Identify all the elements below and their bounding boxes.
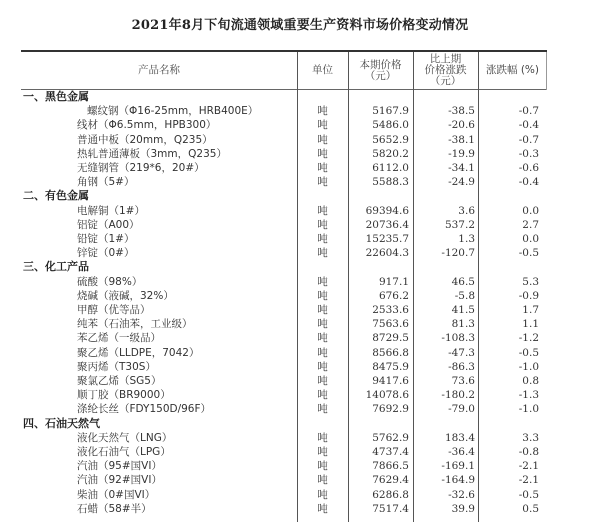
table-row (21, 388, 547, 402)
unit: 吨 (317, 403, 328, 416)
category-label: 一、黑色金属 (23, 90, 89, 103)
product-name: 聚氯乙烯（SG5） (77, 375, 162, 387)
unit: 吨 (317, 502, 328, 515)
price-change: -19.9 (448, 147, 475, 160)
current-price: 7563.6 (372, 318, 409, 331)
category-row (21, 417, 547, 431)
table-row (21, 445, 547, 459)
table-row (21, 118, 547, 132)
price-change: 41.5 (451, 304, 475, 316)
category-label: 四、石油天然气 (23, 416, 100, 430)
product-name: 涤纶长丝（FDY150D/96F） (77, 403, 212, 416)
unit: 吨 (317, 133, 328, 146)
change-pct: 1.7 (522, 304, 539, 316)
change-pct: 0.5 (522, 502, 539, 515)
price-change: -108.3 (441, 332, 475, 345)
header-product-name: 产品名称 (138, 64, 180, 76)
unit: 吨 (317, 176, 328, 189)
unit: 吨 (317, 204, 328, 217)
price-change: -38.5 (448, 105, 475, 118)
change-pct: 0.8 (522, 375, 539, 387)
price-change: 81.3 (451, 318, 475, 331)
change-pct: -2.1 (518, 460, 539, 473)
table-row (21, 459, 547, 473)
current-price: 8475.9 (372, 360, 409, 373)
table-row (21, 147, 547, 161)
change-pct: 5.3 (522, 275, 539, 288)
table-row (21, 374, 547, 388)
table-row (21, 488, 547, 502)
price-change: -164.9 (441, 474, 475, 487)
header-price-change (413, 52, 478, 89)
current-price: 7629.4 (372, 474, 409, 487)
table-row (21, 317, 547, 331)
price-change: -5.8 (454, 289, 475, 302)
price-change: -169.1 (441, 460, 475, 473)
price-change: -32.6 (448, 488, 475, 501)
unit: 吨 (317, 218, 328, 231)
product-name: 电解铜（1#） (77, 204, 145, 217)
header-price-change-line2: 价格涨跌 (424, 64, 467, 76)
table-row (21, 303, 547, 317)
header-current-price (348, 52, 413, 89)
current-price: 5820.2 (372, 147, 409, 160)
table-row (21, 161, 547, 175)
unit: 吨 (317, 233, 328, 245)
current-price: 676.2 (378, 289, 409, 302)
current-price: 7692.9 (372, 403, 409, 416)
price-change: -120.7 (441, 247, 475, 260)
table-row (21, 246, 547, 260)
table-row (21, 289, 547, 303)
header-current-price-line2: （元） (364, 69, 397, 82)
current-price: 15235.7 (365, 233, 409, 245)
change-pct: -0.7 (518, 105, 539, 118)
table-row (21, 502, 547, 516)
category-row (21, 90, 547, 104)
header-right-edge (546, 52, 547, 90)
unit: 吨 (317, 275, 328, 288)
unit: 吨 (317, 474, 328, 487)
product-name: 汽油（92#国VI） (77, 474, 162, 487)
category-label: 二、有色金属 (23, 189, 89, 203)
unit: 吨 (317, 460, 328, 473)
table-row (21, 204, 547, 218)
price-change: -86.3 (448, 360, 475, 373)
unit: 吨 (317, 488, 328, 501)
product-name: 线材（Φ6.5mm，HPB300） (77, 119, 217, 132)
table-row (21, 232, 547, 246)
current-price: 9417.6 (372, 375, 409, 387)
change-pct: -1.2 (518, 332, 539, 345)
table-row (21, 402, 547, 416)
unit: 吨 (317, 346, 328, 359)
price-change: -180.2 (441, 389, 475, 402)
change-pct: -0.9 (518, 289, 539, 302)
price-change: 39.9 (451, 502, 475, 515)
product-name: 聚丙烯（T30S） (77, 360, 156, 373)
product-name: 纯苯（石油苯，工业级） (77, 318, 193, 331)
current-price: 69394.6 (365, 204, 409, 217)
change-pct: -0.7 (518, 133, 539, 146)
current-price: 8729.5 (372, 332, 409, 345)
unit: 吨 (317, 318, 328, 331)
page-title: 2021年8月下旬流通领域重要生产资料市场价格变动情况 (131, 18, 469, 33)
unit: 吨 (317, 304, 328, 316)
category-row (21, 189, 547, 203)
current-price: 6286.8 (372, 488, 409, 501)
change-pct: -0.5 (518, 488, 539, 501)
current-price: 8566.8 (372, 346, 409, 359)
price-change: -47.3 (448, 346, 475, 359)
change-pct: -0.8 (518, 446, 539, 458)
product-name: 液化天然气（LNG） (77, 431, 173, 444)
product-name: 角钢（5#） (77, 176, 135, 189)
product-name: 柴油（0#国VI） (77, 488, 156, 501)
unit: 吨 (317, 360, 328, 373)
product-name: 热轧普通薄板（3mm，Q235） (77, 147, 227, 160)
price-change: -36.4 (448, 446, 475, 458)
current-price: 2533.6 (372, 304, 409, 316)
current-price: 20736.4 (365, 218, 409, 231)
unit: 吨 (317, 162, 328, 174)
unit: 吨 (317, 389, 328, 402)
price-change: 3.6 (458, 204, 475, 217)
change-pct: -0.4 (518, 176, 539, 189)
change-pct: -1.0 (518, 360, 539, 373)
change-pct: 2.7 (522, 218, 539, 231)
product-name: 顺丁胶（BR9000） (77, 389, 171, 402)
change-pct: 1.1 (522, 318, 539, 331)
current-price: 5486.0 (372, 119, 409, 132)
current-price: 7517.4 (372, 502, 409, 515)
table-row (21, 473, 547, 487)
price-change: 537.2 (444, 218, 475, 231)
table-row (21, 346, 547, 360)
price-change: 183.4 (444, 431, 475, 444)
price-change: -79.0 (448, 403, 475, 416)
current-price: 5652.9 (372, 133, 409, 146)
table-row (21, 104, 547, 118)
current-price: 22604.3 (365, 247, 409, 260)
change-pct: -0.5 (518, 247, 539, 260)
price-change: 1.3 (458, 233, 475, 245)
header-current-price-line1: 本期价格 (359, 58, 402, 71)
header-price-change-line1: 比上期 (429, 53, 462, 65)
product-name: 石蜡（58#半） (77, 502, 152, 515)
price-change: -20.6 (448, 119, 475, 132)
unit: 吨 (317, 289, 328, 302)
table-row (21, 431, 547, 445)
current-price: 4737.4 (372, 446, 409, 458)
unit: 吨 (317, 119, 328, 132)
change-pct: -0.6 (518, 162, 539, 174)
product-name: 液化石油气（LPG） (77, 446, 171, 458)
product-name: 铅锭（1#） (77, 233, 135, 245)
category-row (21, 260, 547, 274)
unit: 吨 (317, 147, 328, 160)
table-row (21, 275, 547, 289)
table-row (21, 331, 547, 345)
change-pct: 0.0 (522, 204, 539, 217)
unit: 吨 (317, 105, 328, 118)
table-row (21, 360, 547, 374)
header-change-pct: 涨跌幅 (%) (485, 64, 539, 76)
price-change: 73.6 (451, 375, 475, 387)
change-pct: -0.4 (518, 119, 539, 132)
unit: 吨 (317, 332, 328, 345)
unit: 吨 (317, 375, 328, 387)
product-name: 普通中板（20mm，Q235） (77, 133, 213, 146)
price-change: -24.9 (448, 176, 475, 189)
change-pct: -2.1 (518, 474, 539, 487)
header-price-change-line3: （元） (429, 75, 462, 87)
current-price: 5762.9 (372, 431, 409, 444)
unit: 吨 (317, 431, 328, 444)
current-price: 7866.5 (372, 460, 409, 473)
change-pct: -0.5 (518, 346, 539, 359)
product-name: 硫酸（98%） (77, 275, 143, 288)
header-unit: 单位 (312, 64, 333, 76)
price-change: 46.5 (451, 275, 475, 288)
current-price: 917.1 (378, 275, 409, 288)
table-row (21, 175, 547, 189)
product-name: 无缝钢管（219*6，20#） (77, 162, 205, 174)
product-name: 甲醇（优等品） (77, 304, 151, 316)
product-name: 螺纹钢（Φ16-25mm，HRB400E） (87, 105, 259, 118)
table-header (21, 52, 547, 90)
category-label: 三、化工产品 (23, 260, 89, 274)
price-change: -34.1 (448, 162, 475, 174)
current-price: 5167.9 (372, 105, 409, 118)
product-name: 苯乙烯（一级品） (77, 332, 161, 345)
unit: 吨 (317, 446, 328, 458)
change-pct: 0.0 (522, 233, 539, 245)
product-name: 铝锭（A00） (77, 218, 140, 231)
product-name: 烧碱（液碱，32%） (77, 289, 174, 302)
current-price: 6112.0 (372, 162, 409, 174)
change-pct: -1.3 (518, 389, 539, 402)
table-row (21, 218, 547, 232)
product-name: 锌锭（0#） (77, 247, 135, 260)
price-change: -38.1 (448, 133, 475, 146)
unit: 吨 (317, 247, 328, 260)
table-row (21, 133, 547, 147)
change-pct: -0.3 (518, 147, 539, 160)
current-price: 14078.6 (365, 389, 409, 402)
current-price: 5588.3 (372, 176, 409, 189)
product-name: 聚乙烯（LLDPE，7042） (77, 346, 200, 359)
product-name: 汽油（95#国VI） (77, 460, 162, 473)
change-pct: -1.0 (518, 403, 539, 416)
change-pct: 3.3 (522, 431, 539, 444)
